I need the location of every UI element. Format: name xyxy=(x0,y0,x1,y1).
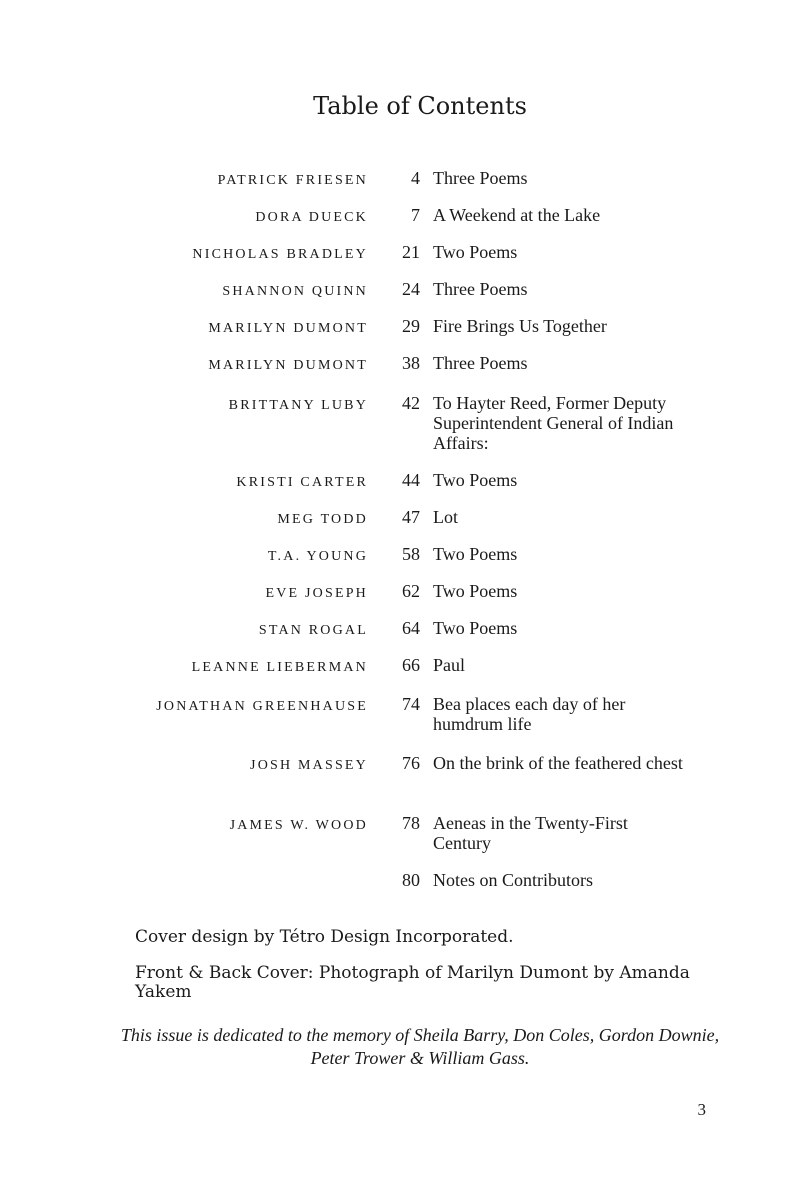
page-number: 76 xyxy=(402,753,420,773)
page-number: 24 xyxy=(402,279,420,299)
page-number: 47 xyxy=(402,507,420,527)
page-number: 62 xyxy=(402,581,420,601)
page-number: 78 xyxy=(402,813,420,833)
author-name: MEG TODD xyxy=(277,512,368,527)
page-number: 21 xyxy=(402,242,420,262)
piece-title: Two Poems xyxy=(433,470,518,490)
piece-title: On the brink of the feathered chest xyxy=(433,753,683,773)
page-number: 4 xyxy=(411,168,420,188)
page-number: 66 xyxy=(402,655,420,675)
author-name: PATRICK FRIESEN xyxy=(217,173,368,188)
author-name: LEANNE LIEBERMAN xyxy=(191,660,368,675)
author-name: SHANNON QUINN xyxy=(222,284,368,299)
page-number: 29 xyxy=(402,316,420,336)
author-name: JONATHAN GREENHAUSE xyxy=(156,699,368,714)
author-name: MARILYN DUMONT xyxy=(208,358,368,373)
author-name: T.A. YOUNG xyxy=(267,549,368,564)
page-number: 44 xyxy=(402,470,420,490)
piece-title: Two Poems xyxy=(433,544,518,564)
cover-photo-credit: Front & Back Cover: Photograph of Marilyn Dumont by Amanda Yakem xyxy=(135,963,690,1002)
page-number: 74 xyxy=(402,694,420,714)
author-name: NICHOLAS BRADLEY xyxy=(192,247,368,262)
author-name: EVE JOSEPH xyxy=(265,586,368,601)
author-name: DORA DUECK xyxy=(255,210,368,225)
piece-title: Two Poems xyxy=(433,242,518,262)
page-number: 7 xyxy=(411,205,420,225)
piece-title: Bea places each day of her humdrum life xyxy=(433,694,626,734)
page-number: 58 xyxy=(402,544,420,564)
dedication: This issue is dedicated to the memory of Sheila Barry, Don Coles, Gordon Downie, Peter Trower & William Gass. xyxy=(120,1025,720,1068)
page-number: 64 xyxy=(402,618,420,638)
author-name: JAMES W. WOOD xyxy=(229,818,368,833)
piece-title: Aeneas in the Twenty-First Century xyxy=(433,813,628,853)
piece-title: Paul xyxy=(433,655,466,675)
author-name: STAN ROGAL xyxy=(258,623,368,638)
cover-design-credit: Cover design by Tétro Design Incorporated. xyxy=(135,927,514,947)
page-number-footer: 3 xyxy=(697,1100,706,1119)
piece-title: Two Poems xyxy=(433,581,518,601)
page-title: Table of Contents xyxy=(313,92,527,120)
piece-title: Three Poems xyxy=(433,168,528,188)
piece-title: Two Poems xyxy=(433,618,518,638)
author-name: JOSH MASSEY xyxy=(250,758,368,773)
piece-title: A Weekend at the Lake xyxy=(433,205,601,225)
page-number: 38 xyxy=(402,353,420,373)
page-number: 42 xyxy=(402,393,420,413)
page-number: 80 xyxy=(402,870,420,890)
piece-title: Notes on Contributors xyxy=(433,870,593,890)
author-name: BRITTANY LUBY xyxy=(228,398,368,413)
author-name: MARILYN DUMONT xyxy=(208,321,368,336)
piece-title: To Hayter Reed, Former Deputy Superintendent General of Indian Affairs: xyxy=(433,393,674,453)
piece-title: Three Poems xyxy=(433,353,528,373)
piece-title: Fire Brings Us Together xyxy=(433,316,607,336)
piece-title: Lot xyxy=(433,507,458,527)
author-name: KRISTI CARTER xyxy=(236,475,368,490)
piece-title: Three Poems xyxy=(433,279,528,299)
